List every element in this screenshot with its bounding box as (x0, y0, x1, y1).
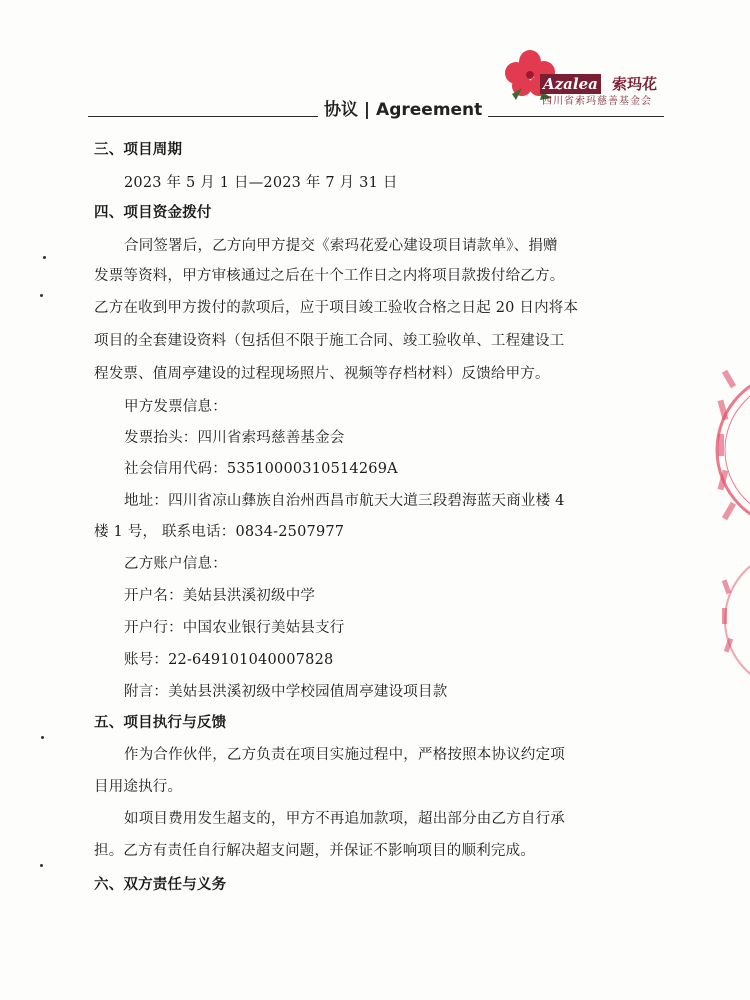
section-heading: 五、项目执行与反馈 (94, 715, 227, 731)
paragraph-line: 目用途执行。 (94, 779, 183, 795)
section-heading: 三、项目周期 (94, 142, 183, 158)
logo-organization-name: 四川省索玛慈善基金会 (542, 96, 652, 107)
account-bank: 开户行：中国农业银行美姑县支行 (124, 620, 345, 636)
paragraph-line: 项目的全套建设资料（包括但不限于施工合同、竣工验收单、工程建设工 (94, 333, 565, 349)
official-seal-stamp (700, 330, 750, 690)
invoice-title: 发票抬头：四川省索玛慈善基金会 (124, 430, 345, 446)
brand-logo (496, 48, 668, 110)
account-name: 开户名：美姑县洪溪初级中学 (124, 588, 316, 604)
logo-chinese-text: 索玛花 (612, 75, 658, 93)
paragraph-line: 合同签署后，乙方向甲方提交《索玛花爱心建设项目请款单》、捐赠 (124, 238, 558, 254)
payment-note: 附言：美姑县洪溪初级中学校园值周亭建设项目款 (124, 684, 448, 700)
paragraph-line: 程发票、值周亭建设的过程现场照片、视频等存档材料）反馈给甲方。 (94, 366, 550, 382)
project-period: 2023 年 5 月 1 日—2023 年 7 月 31 日 (124, 175, 398, 191)
margin-dot (40, 294, 43, 297)
paragraph-line: 发票等资料，甲方审核通过之后在十个工作日之内将项目款拨付给乙方。 (94, 268, 565, 284)
credit-code: 社会信用代码：53510000310514269A (124, 461, 398, 477)
logo-english-text: Azalea (540, 74, 601, 94)
paragraph-line: 如项目费用发生超支的，甲方不再追加款项，超出部分由乙方自行承 (124, 811, 565, 827)
account-number: 账号：22-649101040007828 (124, 652, 334, 668)
address-line: 地址：四川省凉山彝族自治州西昌市航天大道三段碧海蓝天商业楼 4 (124, 493, 565, 509)
margin-dot (43, 256, 46, 259)
margin-dot (41, 736, 44, 739)
margin-dot (40, 864, 43, 867)
section-heading: 四、项目资金拨付 (94, 205, 212, 221)
header-title: 协议 | Agreement (318, 98, 488, 122)
account-info-heading: 乙方账户信息： (124, 556, 227, 572)
section-heading: 六、双方责任与义务 (94, 877, 227, 893)
paragraph-line: 乙方在收到甲方拨付的款项后，应于项目竣工验收合格之日起 20 日内将本 (94, 300, 579, 316)
address-phone-line: 楼 1 号， 联系电话：0834-2507977 (94, 524, 345, 540)
paragraph-line: 作为合作伙伴，乙方负责在项目实施过程中，严格按照本协议约定项 (124, 747, 565, 763)
invoice-info-heading: 甲方发票信息： (124, 399, 227, 415)
paragraph-line: 担。乙方有责任自行解决超支问题，并保证不影响项目的顺利完成。 (94, 843, 535, 859)
